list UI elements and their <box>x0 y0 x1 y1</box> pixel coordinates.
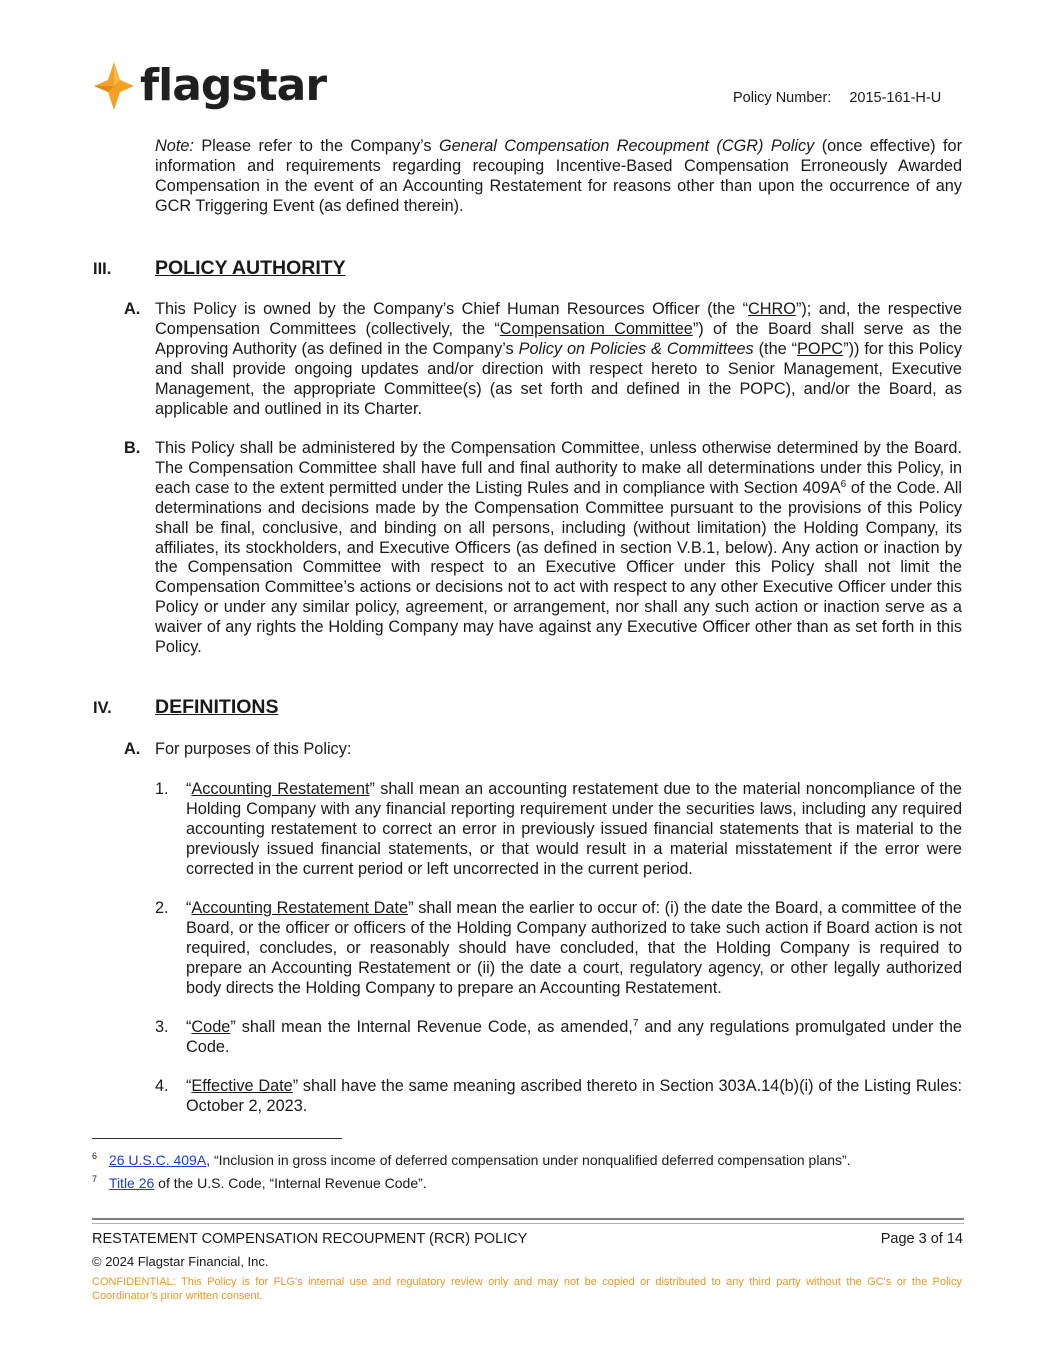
term-compensation-committee: Compensation Committee <box>499 319 693 338</box>
footnote-ref-6: 6 <box>840 478 847 490</box>
definition-2-number: 2. <box>155 899 169 917</box>
d2-open-quote: “ <box>186 899 192 917</box>
footnote-6-link[interactable]: 26 U.S.C. 409A <box>108 1152 207 1168</box>
d1-open-quote: “ <box>186 780 192 798</box>
cgr-policy-name: General Compensation Recoupment (CGR) Policy <box>438 137 815 155</box>
logo-text: flagstar <box>140 60 327 111</box>
section-4-title: DEFINITIONS <box>155 696 279 718</box>
s3a-text-1: This Policy is owned by the Company’s Chief Human Resources Officer (the “ <box>155 300 748 318</box>
d3-text-2: and any regulations promulgated under the Code. <box>186 1018 962 1056</box>
section-3-a-paragraph <box>155 300 962 419</box>
footnote-7 <box>92 1174 427 1192</box>
note-text-2: (once effective) for information and requirements regarding recouping Incentive-Based Compensation Erroneously Awarded Compensation in the event of an Accounting Restatement for reasons other than upon the occurrence of any GCR Triggering Event (as defined therein). <box>155 137 963 215</box>
definition-4-paragraph <box>186 1077 962 1117</box>
d3-open-quote: “ <box>186 1018 192 1036</box>
d2-text: ” shall mean the earlier to occur of: (i) the date the Board, a committee of the Board, or the officer or officers of the Holding Company authorized to take such action if Board action is not required, concludes, or reasonably should have concluded, that the Holding Company is required to prepare an Accounting Restatement or (ii) the date a court, regulatory agency, or other legally authorized body directs the Holding Company to prepare an Accounting Restatement. <box>186 899 962 997</box>
footer-confidential-notice: CONFIDENTIAL: This Policy is for FLG's internal use and regulatory review only and may not be copied or distributed to any third party without the GC's or the Policy Coordinator’s prior written consent. <box>92 1276 962 1302</box>
term-chro: CHRO <box>748 300 796 318</box>
definition-4-number: 4. <box>155 1077 169 1095</box>
footnote-7-text: of the U.S. Code, “Internal Revenue Code”. <box>154 1175 427 1191</box>
d4-open-quote: “ <box>186 1077 192 1095</box>
section-3-title: POLICY AUTHORITY <box>155 257 346 279</box>
section-3-b-paragraph <box>155 439 962 658</box>
footnote-7-mark: 7 <box>92 1174 98 1184</box>
d3-text-1: ” shall mean the Internal Revenue Code, as amended, <box>230 1018 633 1036</box>
note-label: Note: <box>155 137 194 155</box>
d1-text: ” shall mean an accounting restatement due to the material noncompliance of the Holding Company with any financial reporting requirement under the securities laws, including any required accounting restatement to correct an error in previously issued financial statements that is material to the previously issued financial statements, or that would result in a material misstatement if the error were corrected in the current period or left uncorrected in the current period. <box>186 780 962 878</box>
section-3-a-letter: A. <box>124 300 141 318</box>
s3a-text-4: (the “ <box>753 339 798 358</box>
footnote-6-mark: 6 <box>92 1151 98 1161</box>
section-4-number: IV. <box>93 699 112 717</box>
footnote-6-text: , “Inclusion in gross income of deferred compensation under nonqualified deferred compensation plans”. <box>206 1152 851 1168</box>
policy-number <box>733 90 941 106</box>
term-accounting-restatement-date: Accounting Restatement Date <box>191 899 409 917</box>
flagstar-star-icon <box>92 60 136 112</box>
definition-3-paragraph <box>186 1018 962 1058</box>
section-3-b-letter: B. <box>124 439 141 457</box>
s3a-text-3: ”) of the Board shall serve as the Approving Authority (as defined in the Company’s <box>155 319 962 358</box>
d4-text: ” shall have the same meaning ascribed thereto in Section 303A.14(b)(i) of the Listing Rules: October 2, 2023. <box>186 1077 962 1115</box>
policy-number-label: Policy Number: <box>733 90 832 106</box>
footnote-7-link[interactable]: Title 26 <box>108 1175 155 1191</box>
s3b-text-2: of the Code. All determinations and decisions made by the Compensation Committee pursuant to the provisions of this Policy shall be final, conclusive, and binding on all persons, including (without limitation) the Holding Company, its affiliates, its stockholders, and Executive Officers (as defined in section V.B.1, below). Any action or inaction by the Compensation Committee with respect to an Executive Officer under this Policy shall not limit the Compensation Committee’s actions or decisions not to act with respect to any other Executive Officer under this Policy or under any similar policy, agreement, or arrangement, nor shall any such action or inaction serve as a waiver of any rights the Holding Company may have against any Executive Officer other than as set forth in this Policy. <box>155 478 962 657</box>
term-accounting-restatement: Accounting Restatement <box>191 780 370 798</box>
definition-2-paragraph <box>186 899 962 999</box>
section-4-a-text: For purposes of this Policy: <box>155 740 352 758</box>
term-code: Code <box>191 1018 231 1036</box>
flagstar-logo <box>92 60 326 112</box>
section-3-number: III. <box>93 260 112 278</box>
definition-3-number: 3. <box>155 1018 169 1036</box>
footer-page-number: Page 3 of 14 <box>880 1231 963 1247</box>
s3b-text-1: This Policy shall be administered by the Compensation Committee, unless otherwise determined by the Board. The Compensation Committee shall have full and final authority to make all determinations under this Policy, in each case to the extent permitted under the Listing Rules and in compliance with Section 409A <box>155 439 962 497</box>
footnote-ref-7: 7 <box>632 1018 639 1029</box>
footer-policy-title: RESTATEMENT COMPENSATION RECOUPMENT (RCR) POLICY <box>92 1231 528 1247</box>
s3a-text-5: ”)) for this Policy and shall provide ongoing updates and/or direction with respect hereto to Senior Management, Executive Management, the appropriate Committee(s) (as set forth and defined in the POPC), and/or the Board, as applicable and outlined in its Charter. <box>155 339 963 418</box>
footnote-6 <box>92 1151 851 1169</box>
term-popc: POPC <box>797 339 844 358</box>
section-4-a-letter: A. <box>124 740 141 758</box>
term-effective-date: Effective Date <box>191 1077 293 1095</box>
note-paragraph <box>155 137 962 217</box>
definition-1-number: 1. <box>155 780 169 798</box>
footnote-separator <box>92 1138 342 1139</box>
policy-number-value: 2015-161-H-U <box>849 90 942 106</box>
footer-divider <box>92 1218 964 1224</box>
s3a-text-2: ”); and, the respective Compensation Committees (collectively, the “ <box>155 300 962 338</box>
footer-copyright: © 2024 Flagstar Financial, Inc. <box>92 1254 269 1269</box>
definition-1-paragraph <box>186 780 962 880</box>
note-text-1: Please refer to the Company’s <box>193 137 439 155</box>
popc-policy-name: Policy on Policies & Committees <box>518 339 754 358</box>
